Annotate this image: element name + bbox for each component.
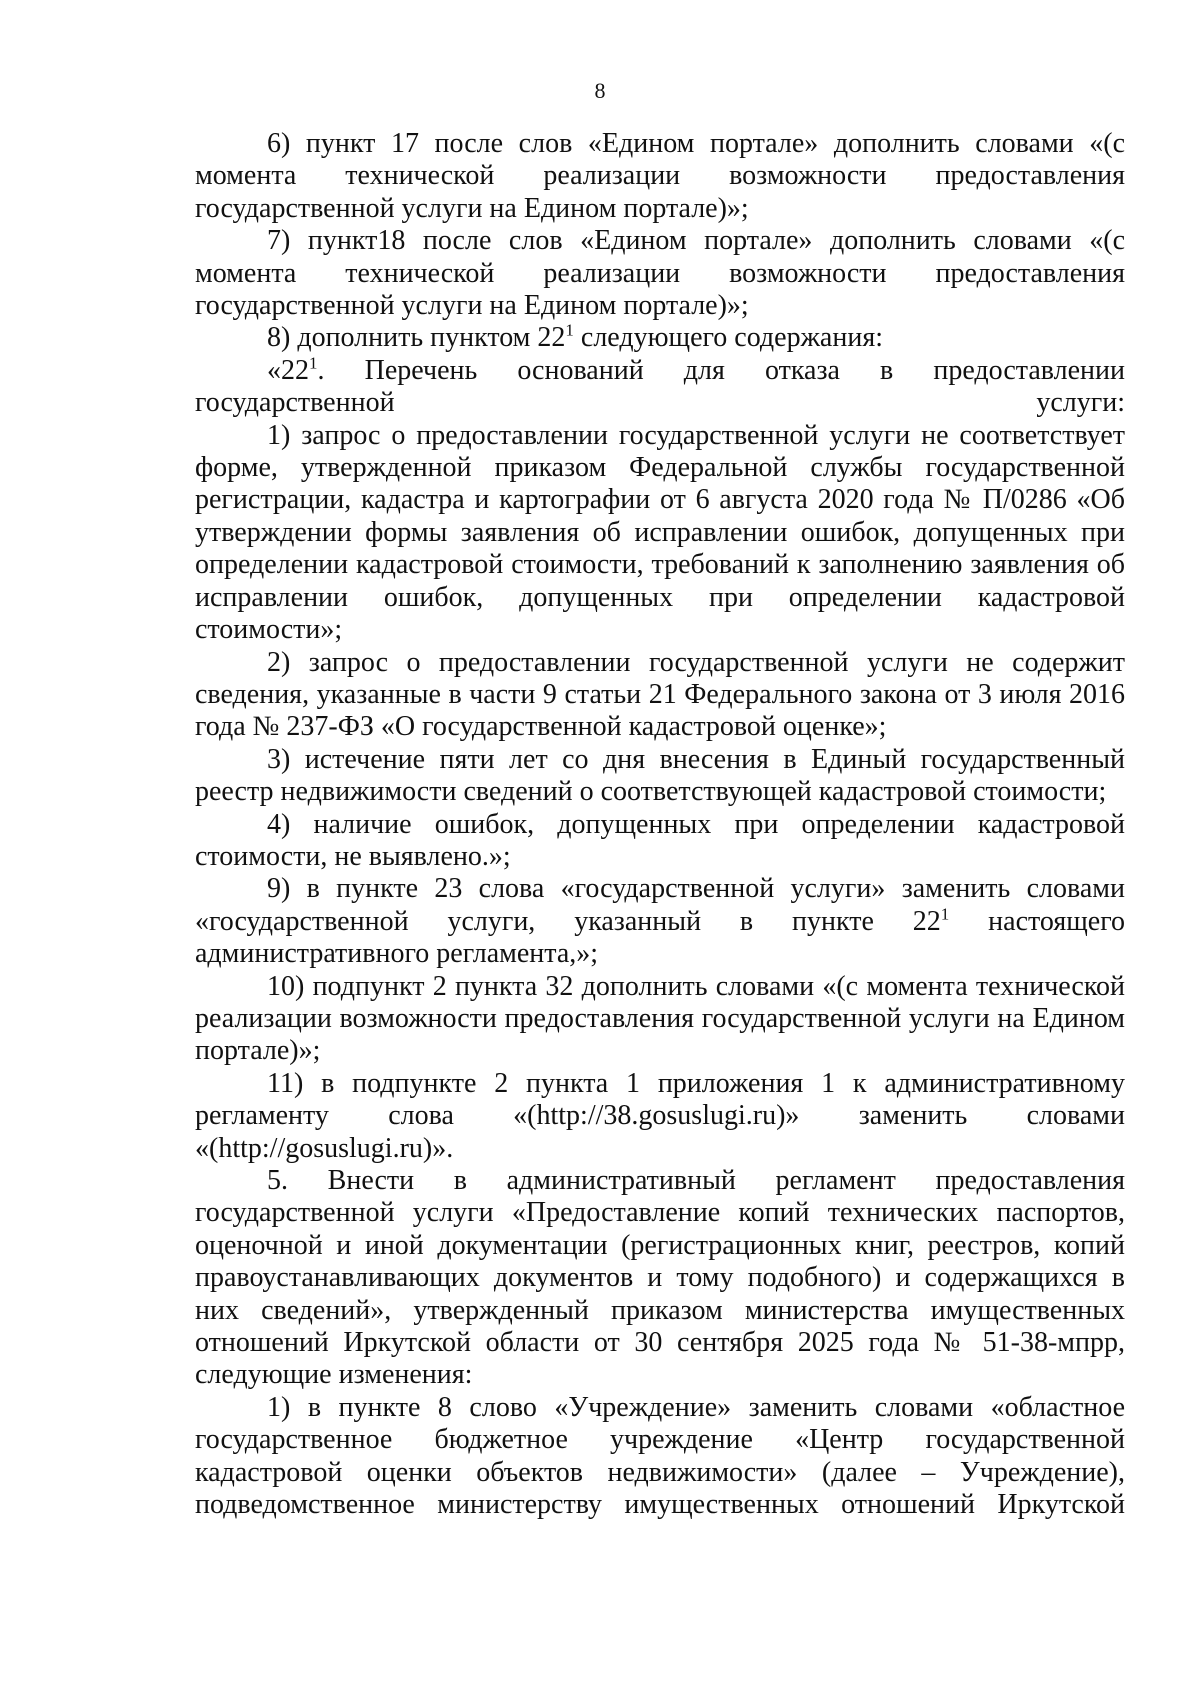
paragraph-item-22-1-2: 2) запрос о предоставлении государственной услуги не содержит сведения, указанные в части 9 статьи 21 Федерального закона от 3 июля 2016 года № 237-ФЗ «О государственной кадастровой оценке»; xyxy=(195,646,1125,743)
paragraph-text: 9) в пункте 23 слова «государственной услуги» заменить словами «государственной услуги, указанный в пункте 22 xyxy=(195,873,1125,937)
paragraph-item-7: 7) пункт18 после слов «Едином портале» дополнить словами «(с момента технической реализации возможности предоставления государственной услуги на Едином портале)»; xyxy=(195,225,1125,322)
paragraph-item-10: 10) подпункт 2 пункта 32 дополнить словами «(с момента технической реализации возможности предоставления государственной услуги на Едином портале)»; xyxy=(195,970,1125,1067)
paragraph-item-22-1-4: 4) наличие ошибок, допущенных при определении кадастровой стоимости, не выявлено.»; xyxy=(195,808,1125,872)
paragraph-item-22-1 xyxy=(195,355,1125,420)
superscript: 1 xyxy=(940,904,950,924)
paragraph-text: 8) дополнить пунктом 22 xyxy=(267,322,566,354)
paragraph-text: . Перечень оснований для отказа в предоставлении государственной услуги: xyxy=(195,354,1125,419)
paragraph-item-22-1-1: 1) запрос о предоставлении государственной услуги не соответствует форме, утвержденной приказом Федеральной службы государственной регистрации, кадастра и картографии от 6 августа 2020 года № П/0286 «Об утверждении формы заявления об исправлении ошибок, допущенных при определении кадастровой стоимости, требований к заполнению заявления об исправлении ошибок, допущенных при определении кадастровой стоимости»; xyxy=(195,419,1125,646)
paragraph-item-8 xyxy=(195,322,1125,354)
paragraph-item-11: 11) в подпункте 2 пункта 1 приложения 1 к административному регламенту слова «(http://38.gosuslugi.ru)» заменить словами «(http://gosuslugi.ru)». xyxy=(195,1067,1125,1164)
superscript: 1 xyxy=(565,321,574,341)
superscript: 1 xyxy=(309,353,318,373)
paragraph-text: следующего содержания: xyxy=(573,322,883,354)
section-5-item-1: 1) в пункте 8 слово «Учреждение» заменить словами «областное государственное бюджетное учреждение «Центр государственной кадастровой оценки объектов недвижимости» (далее – Учреждение), подведомственное министерству имущественных отношений Иркутской xyxy=(195,1391,1125,1521)
document-body xyxy=(195,128,1125,1521)
page-number: 8 xyxy=(594,78,606,103)
paragraph-item-22-1-3: 3) истечение пяти лет со дня внесения в Единый государственный реестр недвижимости сведений о соответствующей кадастровой стоимости; xyxy=(195,743,1125,808)
section-5: 5. Внести в административный регламент предоставления государственной услуги «Предоставление копий технических паспортов, оценочной и иной документации (регистрационных книг, реестров, копий правоустанавливающих документов и тому подобного) и содержащихся в них сведений», утвержденный приказом министерства имущественных отношений Иркутской области от 30 сентября 2025 года № 51-38-мпрр, следующие изменения: xyxy=(195,1165,1125,1391)
paragraph-text: настоящего административного регламента,»; xyxy=(195,905,1126,970)
paragraph-item-9 xyxy=(195,873,1125,970)
paragraph-text: «22 xyxy=(267,354,309,386)
paragraph-item-6: 6) пункт 17 после слов «Едином портале» дополнить словами «(с момента технической реализации возможности предоставления государственной услуги на Едином портале)»; xyxy=(195,128,1125,224)
